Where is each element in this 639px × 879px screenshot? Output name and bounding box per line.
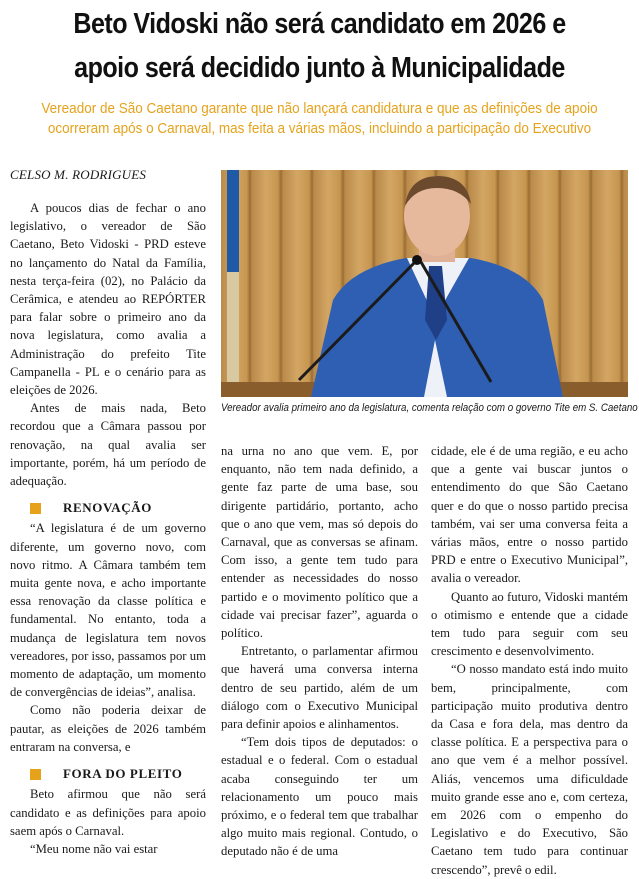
column-3 <box>431 442 628 879</box>
paragraph: “Tem dois tipos de deputados: o estadual e o federal. Com o estadual acaba conseguindo ter um relacionamento um pouco mais próximo, e o federal tem que trabalhar algo muito mais regional. Contudo, o deputado não é de uma <box>221 735 418 859</box>
paragraph: “Meu nome não vai estar <box>30 841 158 856</box>
paragraph: “A legislatura é de um governo diferente, um governo novo, com novo ritmo. A Câmara também tem muita gente nova, e acho importante essa renovação da classe política e fundamental. No entanto, toda a mudança de legislatura tem novos vereadores, por isso, passamos por um momento de adaptação, um momento de convergências de ideias”, analisa. <box>10 521 206 700</box>
headline: Beto Vidoski não será candidato em 2026 e apoio será decidido junto à Municipalidade <box>73 8 566 84</box>
section-heading-label: FORA DO PLEITO <box>63 766 183 782</box>
deck-subtitle: Vereador de São Caetano garante que não lançará candidatura e que as definições de apoio ocorreram após o Carnaval, mas feita a várias mãos, incluindo a participação do Executivo <box>41 100 598 137</box>
column-1 <box>10 199 206 858</box>
section-heading-renovacao <box>10 499 206 517</box>
byline: CELSO M. RODRIGUES <box>10 167 147 182</box>
paragraph: “O nosso mandato está indo muito bem, principalmente, com participação muito produtiva dentro da Casa e fora dela, mas dentro da classe política. E a perspectiva para o ano que vem é a melhor possível. Aliás, vencemos uma dificuldade muito grande esse ano e, com certeza, em 2026 com o empenho do Legislativo e do Executivo, São Caetano tem tudo para continuar crescendo”, prevê o edil. <box>431 662 628 877</box>
square-bullet-icon <box>30 769 41 780</box>
paragraph: Como não poderia deixar de pautar, as eleições de 2026 também entraram na conversa, e <box>10 703 206 754</box>
paragraph: cidade, ele é de uma região, e eu acho que a gente vai buscar juntos o entendimento do que São Caetano quer e do que o nosso partido precisa também, vai ser uma conversa feita a várias mãos, entre o nosso partido PRD e entre o Executivo Municipal”, avalia o vereador. <box>431 444 628 586</box>
paragraph: Antes de mais nada, Beto recordou que a Câmara passou por renovação, na qual avalia ser importante, porém, há um período de adequação. <box>10 401 206 489</box>
paragraph: A poucos dias de fechar o ano legislativo, o vereador de São Caetano, Beto Vidoski - PRD esteve no lançamento do Natal da Família, nesta terça-feira (02), no Palácio da Cerâmica, e atendeu ao REPÓRTER para falar sobre o primeiro ano da nova legislatura, como avalia a Administração do prefeito Tite Campanella - PL e o cenário para as eleições de 2026. <box>10 201 206 398</box>
paragraph: Quanto ao futuro, Vidoski mantém o otimismo e entende que a cidade tem tudo para seguir com seu crescimento e desenvolvimento. <box>431 589 628 659</box>
square-bullet-icon <box>30 503 41 514</box>
column-2 <box>221 442 418 861</box>
article-photo <box>221 170 628 397</box>
photo-caption: Vereador avalia primeiro ano da legislatura, comenta relação com o governo Tite em S. Caetano <box>221 402 638 414</box>
paragraph: Entretanto, o parlamentar afirmou que haverá uma conversa interna dentro de seu partido, além de um diálogo com o Executivo Municipal para definir apoios e alinhamentos. <box>221 644 418 732</box>
section-heading-label: RENOVAÇÃO <box>63 500 152 516</box>
speaker-illustration <box>221 170 628 397</box>
paragraph: Beto afirmou que não será candidato e as definições para apoio saem após o Carnaval. <box>10 787 206 838</box>
section-heading-fora-do-pleito <box>10 765 206 783</box>
microphone-icon <box>412 255 422 265</box>
paragraph: na urna no ano que vem. E, por enquanto, não tem nada definido, a gente faz parte de uma base, sou dirigente partidário, portanto, acho que o ano que vem, mas só depois do Carnaval, que as conversas se afinam. Com isso, a gente tem tudo para entender as necessidades do nosso partido e o movimento político que a cidade vai precisar fazer”, aguarda o político. <box>221 444 418 641</box>
